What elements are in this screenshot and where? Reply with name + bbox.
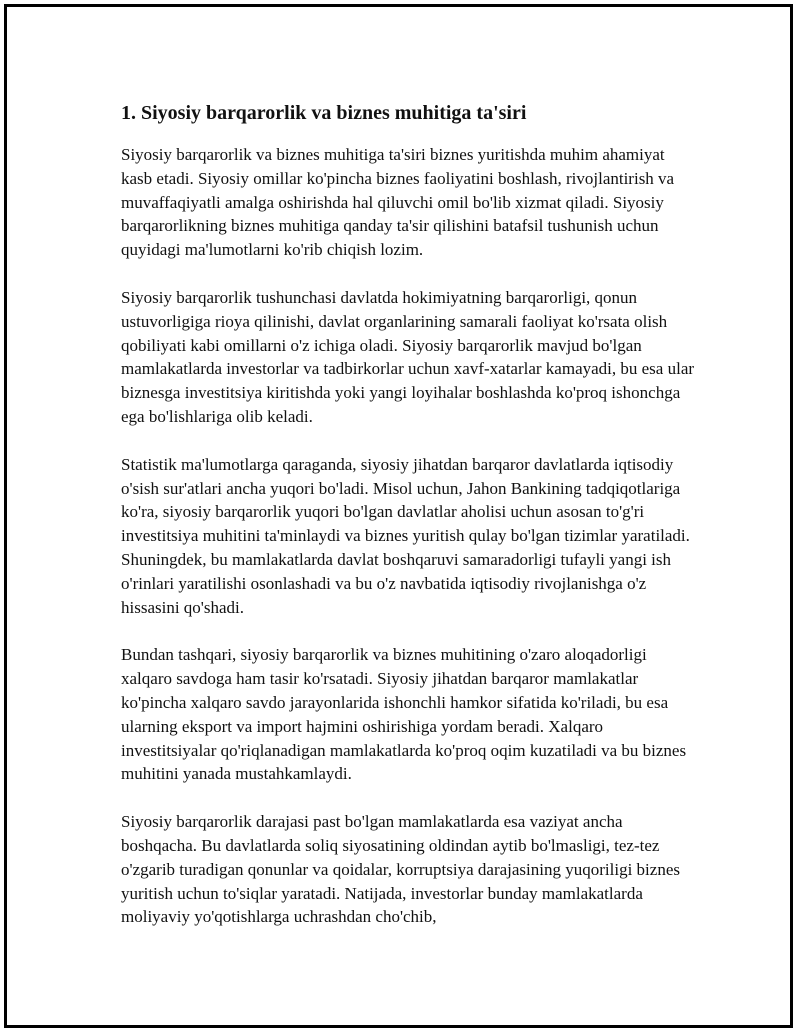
paragraph-3: Statistik ma'lumotlarga qaraganda, siyosiy jihatdan barqaror davlatlarda iqtisodiy o'sish sur'atlari ancha yuqori bo'ladi. Misol uchun, Jahon Bankining tadqiqotlariga ko'ra, siyosiy barqarorlik yuqori bo'lgan davlatlar aholisi uchun asosan to'g'ri investitsiya muhitini ta'minlaydi va biznes yuritish qulay bo'lgan tizimlar yaratiladi. Shuningdek, bu mamlakatlarda davlat boshqaruvi samaradorligi tufayli yangi ish o'rinlari yaratilishi osonlashadi va bu o'z navbatida iqtisodiy rivojlanishga o'z hissasini qo'shadi. [121, 454, 690, 617]
paragraph-5: Siyosiy barqarorlik darajasi past bo'lgan mamlakatlarda esa vaziyat ancha boshqacha. Bu davlatlarda soliq siyosatining oldindan aytib bo'lmasligi, tez-tez o'zgarib turadigan qonunlar va qoidalar, korruptsiya darajasining yuqoriligi biznes yuritish uchun to'siqlar yaratadi. Natijada, investorlar bunday mamlakatlarda moliyaviy yo'qotishlarga uchrashdan cho'chib, [121, 812, 680, 927]
paragraph-4: Bundan tashqari, siyosiy barqarorlik va biznes muhitining o'zaro aloqadorligi xalqaro savdoga ham tasir ko'rsatadi. Siyosiy jihatdan barqaror mamlakatlar ko'pincha xalqaro savdo jarayonlarida ishonchli hamkor sifatida ko'riladi, bu esa ularning eksport va import hajmini oshirishiga yordam beradi. Xalqaro investitsiyalar qo'riqlanadigan mamlakatlarda ko'proq oqim kuzatiladi va bu biznes muhitini yanada mustahkamlaydi. [121, 645, 687, 784]
document-page [4, 4, 793, 1028]
paragraph-1: Siyosiy barqarorlik va biznes muhitiga ta'siri biznes yuritishda muhim ahamiyat kasb etadi. Siyosiy omillar ko'pincha biznes faoliyatini boshlash, rivojlantirish va muvaffaqiyatli amalga oshirishda hal qiluvchi omil bo'lib xizmat qiladi. Siyosiy barqarorlikning biznes muhitiga qanday ta'sir qilishini batafsil tushunish uchun quyidagi ma'lumotlarni ko'rib chiqish lozim. [121, 145, 675, 260]
section-heading: 1. Siyosiy barqarorlik va biznes muhitiga ta'siri [121, 102, 527, 124]
paragraph-2: Siyosiy barqarorlik tushunchasi davlatda hokimiyatning barqarorligi, qonun ustuvorligiga rioya qilinishi, davlat organlarining samarali faoliyat ko'rsata olish qobiliyati kabi omillarni o'z ichiga oladi. Siyosiy barqarorlik mavjud bo'lgan mamlakatlarda investorlar va tadbirkorlar uchun xavf-xatarlar kamayadi, bu esa ular biznesga investitsiya kiritishda yoki yangi loyihalar boshlashda ko'proq ishonchga ega bo'lishlariga olib keladi. [121, 287, 695, 426]
document-content [121, 100, 696, 953]
